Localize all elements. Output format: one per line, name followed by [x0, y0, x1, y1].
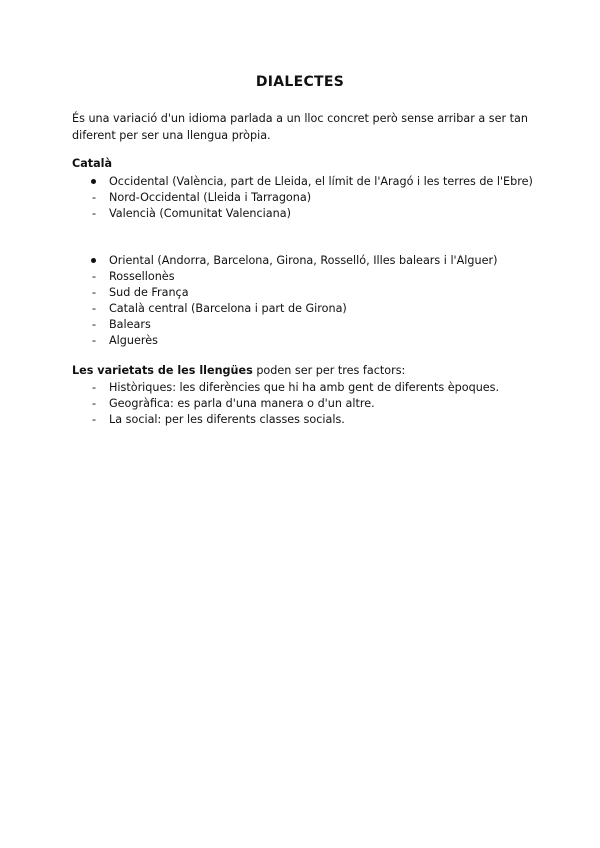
factors-heading-bold: Les varietats de les llengües: [72, 364, 253, 377]
catala-heading: Català: [72, 157, 113, 170]
dash-marker: -: [91, 397, 97, 410]
list-item: [72, 301, 497, 317]
dash-marker: -: [91, 318, 97, 331]
list-item: [72, 190, 533, 206]
intro-paragraph: [72, 110, 532, 144]
list-item-label: Alguerès: [109, 334, 158, 347]
dialect-group-eastern: [72, 253, 497, 349]
list-item: [72, 285, 497, 301]
list-item-oriental: [72, 253, 497, 269]
list-item: [72, 333, 497, 349]
list-item-label: Geogràfica: es parla d'una manera o d'un altre.: [109, 397, 375, 410]
dash-marker: -: [91, 334, 97, 347]
factors-heading: [72, 364, 405, 377]
dash-marker: -: [91, 191, 97, 204]
list-item: [72, 412, 499, 428]
list-item: [72, 206, 533, 222]
dialect-group-western: [72, 174, 533, 222]
list-item-label: Històriques: les diferències que hi ha amb gent de diferents èpoques.: [109, 381, 500, 394]
document-title: DIALECTES: [255, 74, 345, 90]
list-item: [72, 380, 499, 396]
list-item-label: Balears: [109, 318, 151, 331]
factors-list: [72, 380, 499, 428]
list-item-occidental: [72, 174, 533, 190]
dash-marker: -: [91, 270, 97, 283]
list-item-label: Occidental (València, part de Lleida, el límit de l'Aragó i les terres de l'Ebre): [109, 175, 533, 188]
dash-marker: -: [91, 302, 97, 315]
list-item: [72, 396, 499, 412]
dash-marker: -: [91, 413, 97, 426]
list-item-label: Valencià (Comunitat Valenciana): [109, 207, 291, 220]
list-item: [72, 269, 497, 285]
list-item-label: Rossellonès: [109, 270, 175, 283]
bullet-icon: [91, 179, 96, 184]
bullet-icon: [91, 258, 96, 263]
list-item-label: Sud de França: [109, 286, 189, 299]
factors-heading-rest: poden ser per tres factors:: [252, 364, 406, 377]
list-item-label: Nord-Occidental (Lleida i Tarragona): [109, 191, 312, 204]
list-item-label: Oriental (Andorra, Barcelona, Girona, Rosselló, Illes balears i l'Alguer): [109, 254, 498, 267]
list-item-label: Català central (Barcelona i part de Girona): [109, 302, 347, 315]
intro-line-2: diferent per ser una llengua pròpia.: [72, 129, 271, 142]
list-item: [72, 317, 497, 333]
intro-line-1: És una variació d'un idioma parlada a un lloc concret però sense arribar a ser tan: [72, 112, 528, 125]
dash-marker: -: [91, 286, 97, 299]
list-item-label: La social: per les diferents classes socials.: [109, 413, 345, 426]
dash-marker: -: [91, 381, 97, 394]
dash-marker: -: [91, 207, 97, 220]
